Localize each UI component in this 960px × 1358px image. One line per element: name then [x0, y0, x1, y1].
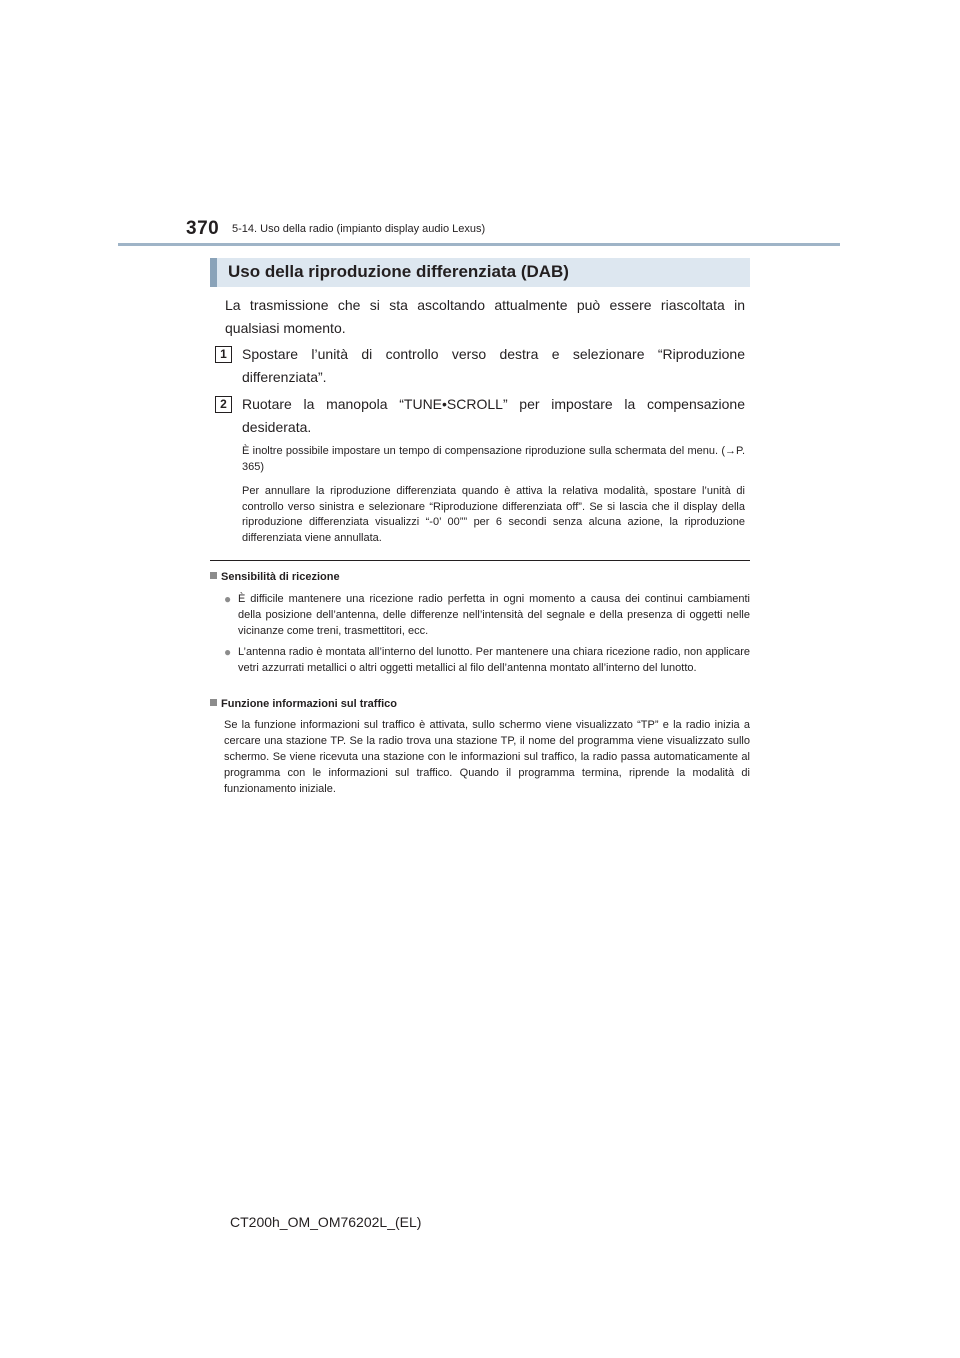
square-bullet-icon — [210, 572, 217, 579]
note-cancel-timeshift: Per annullare la riproduzione differenziata quando è attiva la relativa modalità, spostare l’unità di controllo verso sinistra e selezionare “Riproduzione differenziata off”. Se si lascia che il display della riproduzione differenziata visualizzi “-0’ 00”” per 6 secondi senza alcuna azione, la riproduzione differenziata viene annullata. — [242, 485, 745, 544]
subhead-reception — [210, 571, 340, 583]
footer-code: CT200h_OM_OM76202L_(EL) — [230, 1214, 422, 1230]
step-2-badge: 2 — [215, 396, 232, 413]
step-2-text: Ruotare la manopola “TUNE•SCROLL” per impostare la compensazione desiderata. — [242, 396, 745, 435]
page-number: 370 — [186, 218, 220, 239]
bullet-icon: ● — [224, 592, 232, 606]
header-rule — [118, 243, 840, 246]
section-header — [210, 258, 750, 287]
intro-paragraph: La trasmissione che si sta ascoltando attualmente può essere riascoltata in qualsiasi momento. — [225, 297, 745, 336]
subhead-traffic — [210, 698, 397, 710]
reception-bullet-2: L’antenna radio è montata all’interno del lunotto. Per mantenere una chiara ricezione radio, non applicare vetri azzurrati metallici o altri oggetti metallici al filo dell’antenna montato all’interno del lunotto. — [238, 646, 750, 674]
chapter-title: 5-14. Uso della radio (impianto display audio Lexus) — [232, 223, 486, 235]
subhead-reception-label: Sensibilità di ricezione — [221, 571, 340, 583]
traffic-paragraph: Se la funzione informazioni sul traffico è attivata, sullo schermo viene visualizzato “TP” e la radio inizia a cercare una stazione TP. Se la radio trova una stazione TP, il nome del programma viene visualizzato sullo schermo. Se viene ricevuta una stazione con le informazioni sul traffico, la radio passa automaticamente al programma con le informazioni sul traffico. Quando il programma termina, riprende la modalità di funzionamento iniziale. — [224, 719, 750, 795]
section-title: Uso della riproduzione differenziata (DAB) — [228, 262, 569, 281]
reception-bullet-1: È difficile mantenere una ricezione radio perfetta in ogni momento a causa dei continui cambiamenti della posizione dell’antenna, delle differenze nell’intensità del segnale e della presenza di oggetti nelle vicinanze come treni, trasmettitori, ecc. — [238, 593, 750, 637]
subhead-traffic-label: Funzione informazioni sul traffico — [221, 698, 397, 710]
square-bullet-icon — [210, 699, 217, 706]
bullet-icon: ● — [224, 645, 232, 659]
note-menu-compensation: È inoltre possibile impostare un tempo di compensazione riproduzione sulla schermata del menu. (→P. 365) — [242, 445, 745, 473]
section-divider — [210, 560, 750, 561]
step-1-badge: 1 — [215, 346, 232, 363]
step-1-text: Spostare l’unità di controllo verso destra e selezionare “Riproduzione differenziata”. — [242, 346, 745, 385]
